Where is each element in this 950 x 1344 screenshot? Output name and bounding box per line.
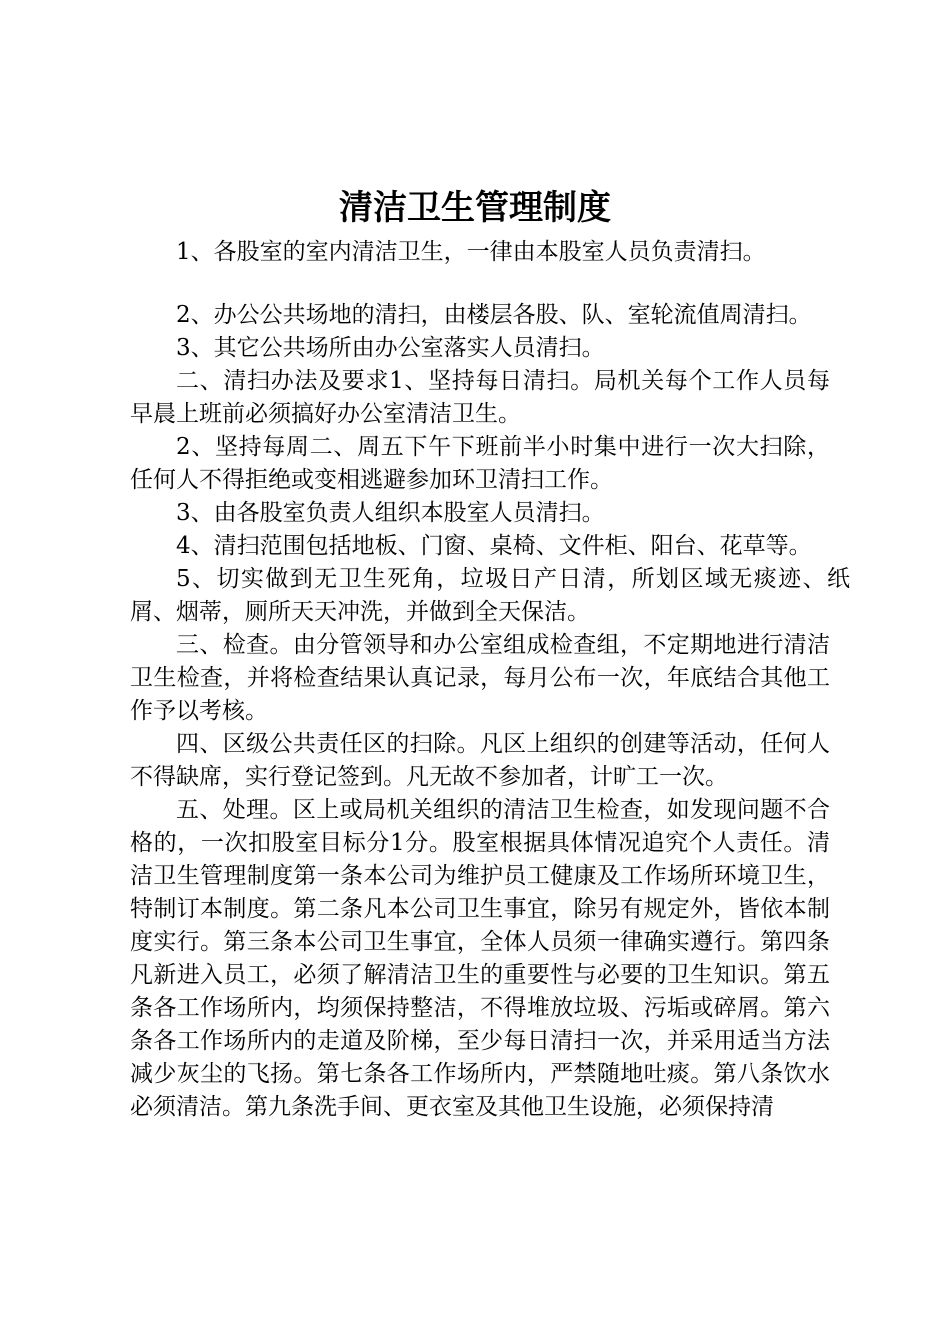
document-body (130, 236, 850, 1124)
paragraph-6: 3、由各股室负责人组织本股室人员清扫。 (176, 500, 605, 526)
paragraph-4: 二、清扫办法及要求1、坚持每日清扫。局机关每个工作人员每早晨上班前必须搞好办公室清洁卫生。 (130, 368, 830, 427)
paragraph-10: 四、区级公共责任区的扫除。凡区上组织的创建等活动，任何人不得缺席，实行登记签到。凡无故不参加者，计旷工一次。 (130, 731, 830, 790)
paragraph-1: 1、各股室的室内清洁卫生，一律由本股室人员负责清扫。 (176, 239, 766, 265)
document-title: 清洁卫生管理制度 (339, 188, 611, 228)
paragraph-7: 4、清扫范围包括地板、门窗、桌椅、文件柜、阳台、花草等。 (176, 533, 812, 559)
paragraph-11: 五、处理。区上或局机关组织的清洁卫生检查，如发现问题不合格的，一次扣股室目标分1分。股室根据具体情况追究个人责任。清洁卫生管理制度第一条本公司为维护员工健康及工作场所环境卫生，特制订本制度。第二条凡本公司卫生事宜，除另有规定外，皆依本制度实行。第三条本公司卫生事宜，全体人员须一律确实遵行。第四条凡新进入员工，必须了解清洁卫生的重要性与必要的卫生知识。第五条各工作场所内，均须保持整洁，不得堆放垃圾、污垢或碎屑。第六条各工作场所内的走道及阶梯，至少每日清扫一次，并采用适当方法减少灰尘的飞扬。第七条各工作场所内，严禁随地吐痰。第八条饮水必须清洁。第九条洗手间、更衣室及其他卫生设施，必须保持清 (130, 797, 830, 1120)
paragraph-8: 5、切实做到无卫生死角，垃圾日产日清，所划区域无痰迹、纸屑、烟蒂，厕所天天冲洗，并做到全天保洁。 (130, 566, 850, 625)
paragraph-3: 3、其它公共场所由办公室落实人员清扫。 (176, 335, 605, 361)
paragraph-5: 2、坚持每周二、周五下午下班前半小时集中进行一次大扫除，任何人不得拒绝或变相逃避参加环卫清扫工作。 (130, 434, 830, 493)
paragraph-2: 2、办公公共场地的清扫，由楼层各股、队、室轮流值周清扫。 (176, 302, 812, 328)
paragraph-9: 三、检查。由分管领导和办公室组成检查组，不定期地进行清洁卫生检查，并将检查结果认真记录，每月公布一次，年底结合其他工作予以考核。 (130, 632, 830, 724)
